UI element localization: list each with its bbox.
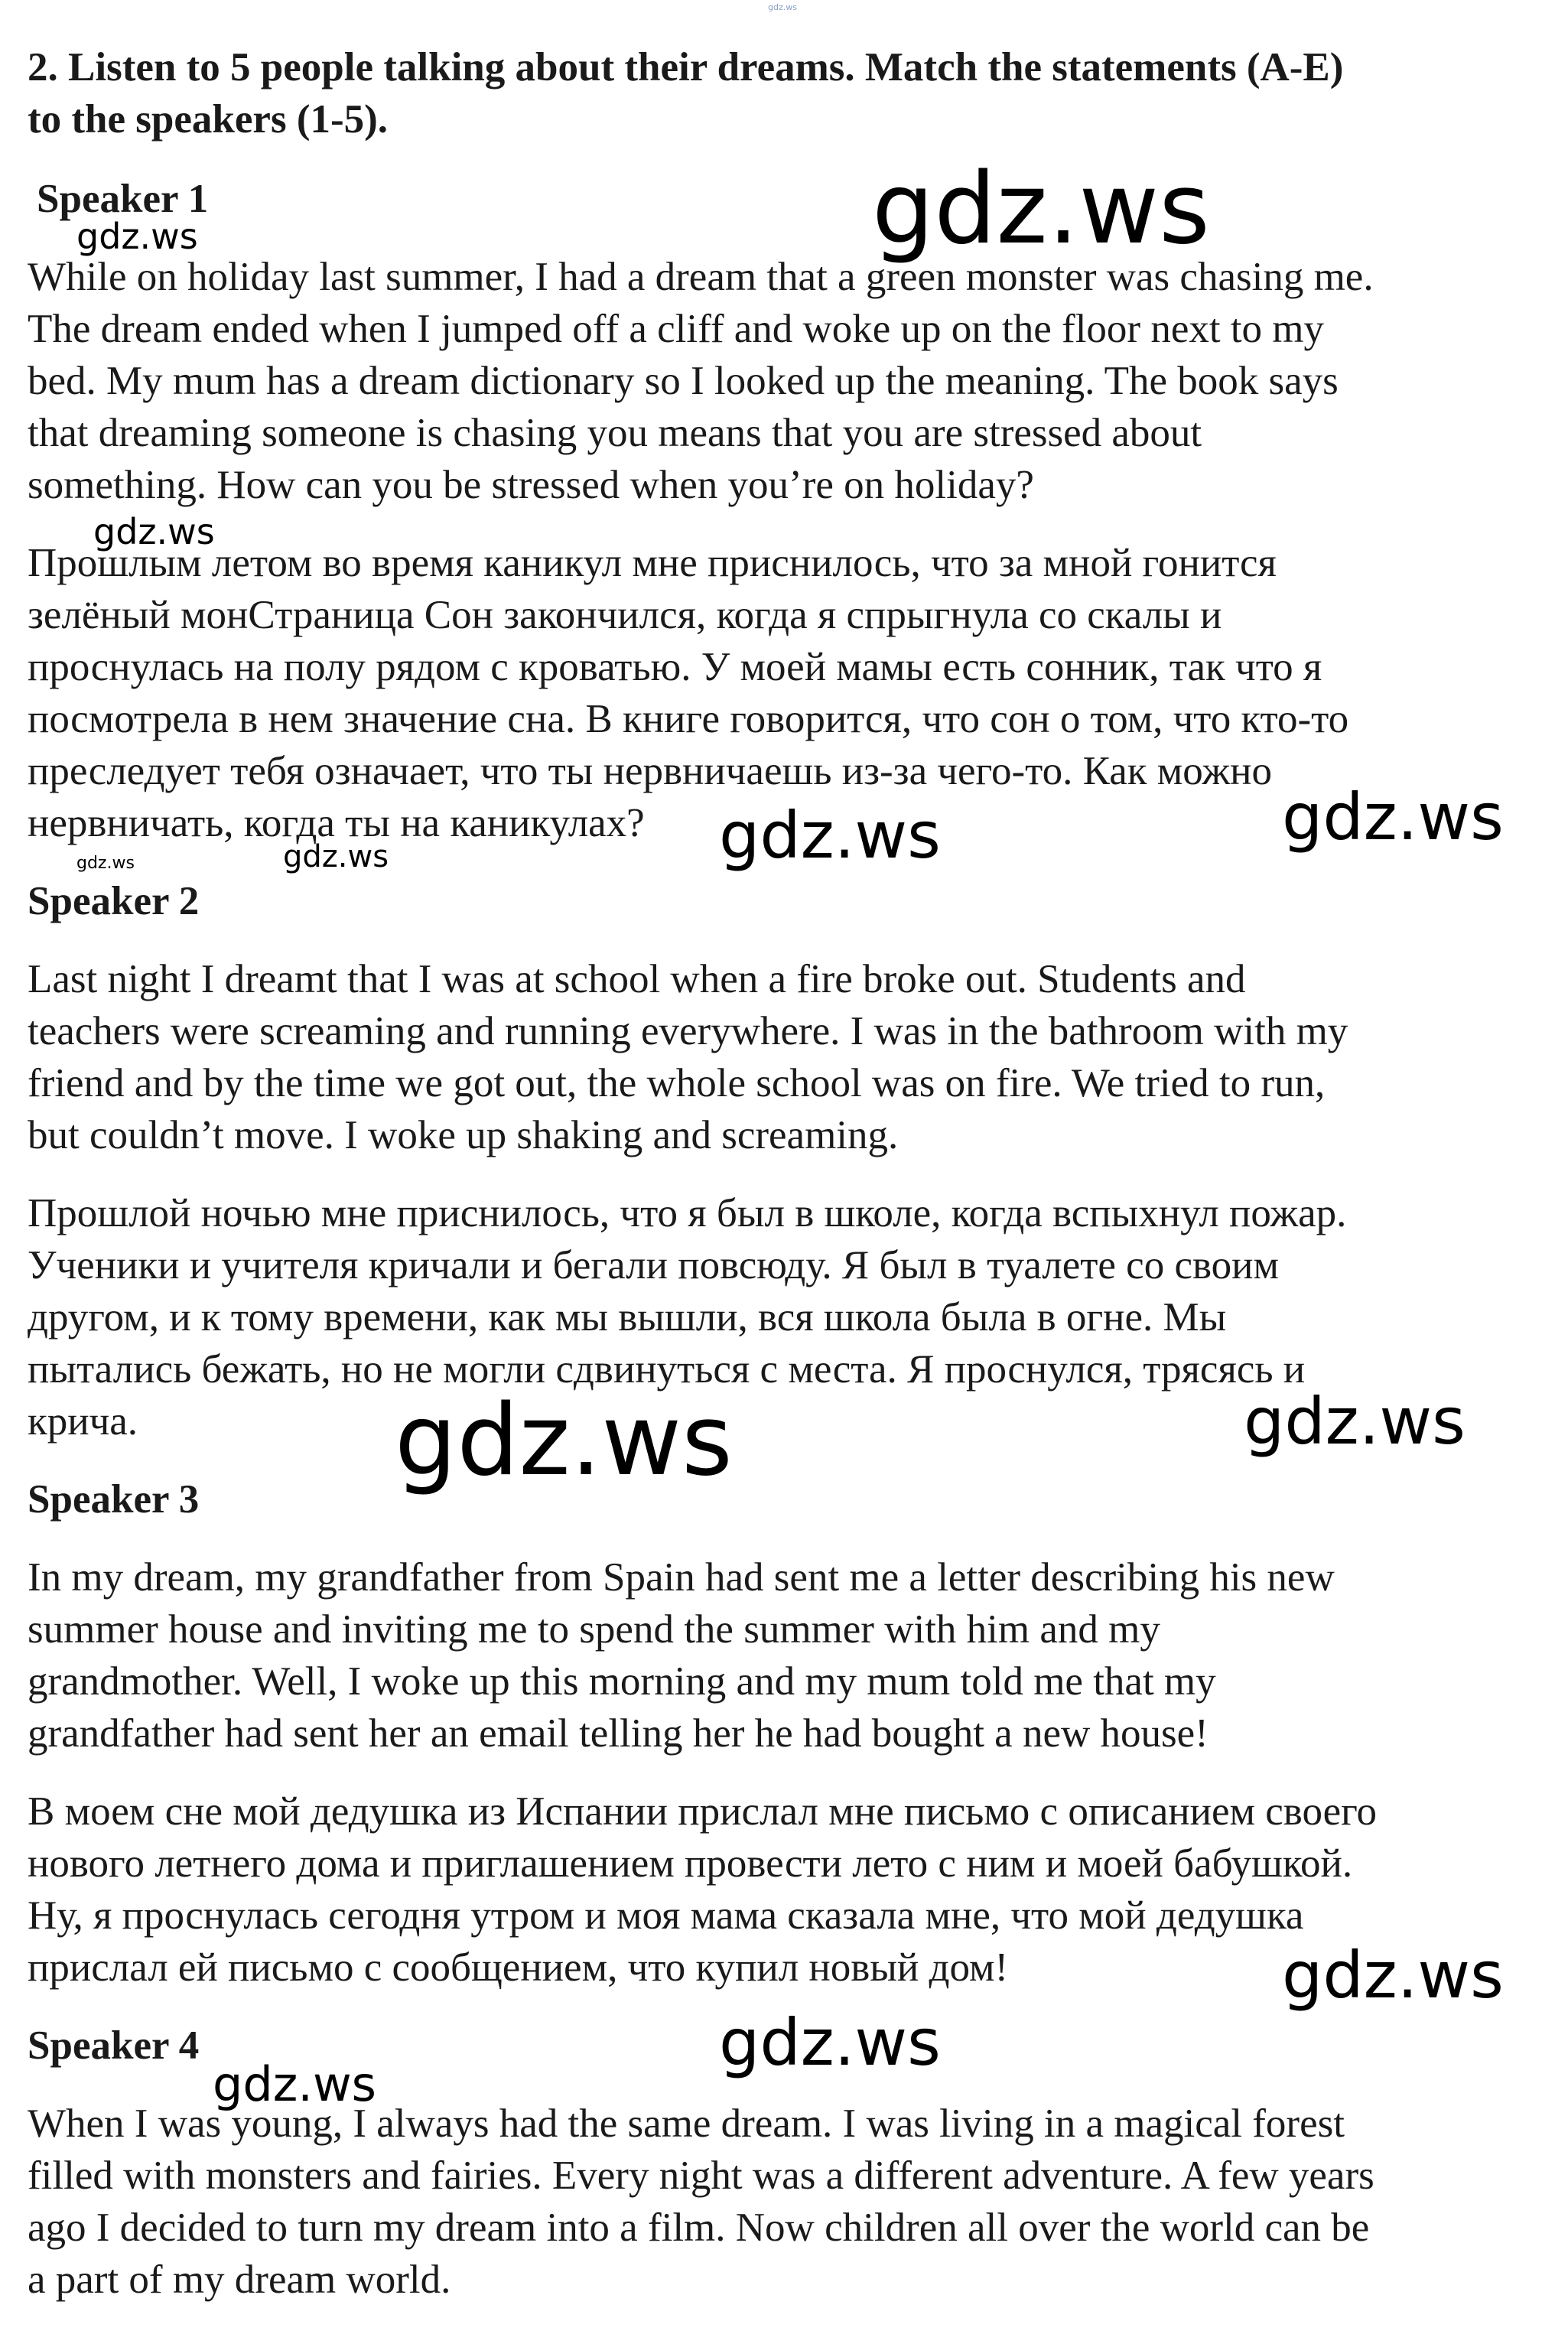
watermark: gdz.ws bbox=[76, 216, 198, 257]
speaker-3-ru-line-2: нового летнего дома и приглашением провести лето с ним и моей бабушкой. bbox=[28, 1841, 1353, 1886]
watermark: gdz.ws bbox=[213, 2056, 376, 2112]
speaker-3-en-line-4: grandfather had sent her an email telling her he had bought a new house! bbox=[28, 1711, 1209, 1756]
speaker-2-en-line-2: teachers were screaming and running everywhere. I was in the bathroom with my bbox=[28, 1009, 1348, 1053]
speaker-2-ru-line-5: крича. bbox=[28, 1399, 138, 1444]
speaker-2-title: Speaker 2 bbox=[28, 879, 200, 923]
speaker-2-en-line-1: Last night I dreamt that I was at school when a fire broke out. Students and bbox=[28, 957, 1246, 1001]
speaker-4-en-line-1: When I was young, I always had the same dream. I was living in a magical forest bbox=[28, 2101, 1345, 2146]
speaker-1-ru-line-5: преследует тебя означает, что ты нервничаешь из-за чего-то. Как можно bbox=[28, 749, 1272, 793]
speaker-2-ru-line-4: пытались бежать, но не могли сдвинуться с места. Я проснулся, трясясь и bbox=[28, 1347, 1306, 1392]
speaker-1-en-line-1: While on holiday last summer, I had a dream that a green monster was chasing me. bbox=[28, 255, 1374, 299]
watermark: gdz.ws bbox=[283, 839, 389, 874]
speaker-3-en-line-1: In my dream, my grandfather from Spain had sent me a letter describing his new bbox=[28, 1555, 1335, 1600]
watermark: gdz.ws bbox=[93, 511, 215, 552]
watermark: gdz.ws bbox=[719, 2005, 941, 2080]
speaker-3-en-line-2: summer house and inviting me to spend the summer with him and my bbox=[28, 1607, 1160, 1652]
speaker-3-ru-line-3: Ну, я проснулась сегодня утром и моя мама сказала мне, что мой дедушка bbox=[28, 1893, 1304, 1938]
watermark: gdz.ws bbox=[76, 854, 135, 873]
speaker-4-title: Speaker 4 bbox=[28, 2023, 200, 2068]
watermark: gdz.ws bbox=[1282, 780, 1504, 854]
speaker-4-en-line-3: ago I decided to turn my dream into a film. Now children all over the world can be bbox=[28, 2205, 1370, 2250]
speaker-1-ru-line-3: проснулась на полу рядом с кроватью. У моей мамы есть сонник, так что я bbox=[28, 645, 1322, 689]
speaker-2-ru-line-3: другом, и к тому времени, как мы вышли, вся школа была в огне. Мы bbox=[28, 1295, 1227, 1340]
speaker-4-en-line-4: a part of my dream world. bbox=[28, 2257, 451, 2302]
speaker-3-ru-line-4: прислал ей письмо с сообщением, что купил новый дом! bbox=[28, 1945, 1009, 1990]
speaker-1-en-line-2: The dream ended when I jumped off a cliff and woke up on the floor next to my bbox=[28, 307, 1325, 351]
speaker-1-ru-line-2: зелёный монСтраница Сон закончился, когда я спрыгнула со скалы и bbox=[28, 593, 1222, 637]
speaker-2-ru-line-2: Ученики и учителя кричали и бегали повсюду. Я был в туалете со своим bbox=[28, 1243, 1280, 1287]
speaker-3-en-line-3: grandmother. Well, I woke up this morning and my mum told me that my bbox=[28, 1659, 1216, 1704]
speaker-3-title: Speaker 3 bbox=[28, 1477, 200, 1522]
speaker-1-ru-line-1: Прошлым летом во время каникул мне приснилось, что за мной гонится bbox=[28, 541, 1277, 585]
speaker-1-en-line-5: something. How can you be stressed when you’re on holiday? bbox=[28, 463, 1034, 507]
speaker-3-ru-line-1: В моем сне мой дедушка из Испании прислал мне письмо с описанием своего bbox=[28, 1789, 1378, 1834]
speaker-1-ru-line-4: посмотрела в нем значение сна. В книге говорится, что сон о том, что кто-то bbox=[28, 697, 1349, 741]
speaker-2-ru-line-1: Прошлой ночью мне приснилось, что я был в школе, когда вспыхнул пожар. bbox=[28, 1191, 1347, 1235]
speaker-1-en-line-4: that dreaming someone is chasing you means that you are stressed about bbox=[28, 411, 1202, 455]
watermark: gdz.ws bbox=[872, 152, 1210, 266]
watermark: gdz.ws bbox=[719, 798, 941, 873]
task-heading-line-2: to the speakers (1-5). bbox=[28, 97, 389, 142]
header-watermark: gdz.ws bbox=[768, 2, 797, 12]
speaker-1-title: Speaker 1 bbox=[37, 177, 209, 221]
watermark: gdz.ws bbox=[1282, 1938, 1504, 2013]
speaker-1-ru-line-6: нервничать, когда ты на каникулах? bbox=[28, 801, 645, 845]
watermark: gdz.ws bbox=[395, 1384, 733, 1498]
speaker-2-en-line-4: but couldn’t move. I woke up shaking and screaming. bbox=[28, 1113, 899, 1157]
speaker-2-en-line-3: friend and by the time we got out, the whole school was on fire. We tried to run, bbox=[28, 1061, 1326, 1105]
watermark: gdz.ws bbox=[1244, 1384, 1466, 1459]
speaker-1-en-line-3: bed. My mum has a dream dictionary so I looked up the meaning. The book says bbox=[28, 359, 1339, 403]
speaker-4-en-line-2: filled with monsters and fairies. Every night was a different adventure. A few years bbox=[28, 2153, 1374, 2198]
task-heading-line-1: 2. Listen to 5 people talking about their dreams. Match the statements (A-E) bbox=[28, 45, 1344, 90]
